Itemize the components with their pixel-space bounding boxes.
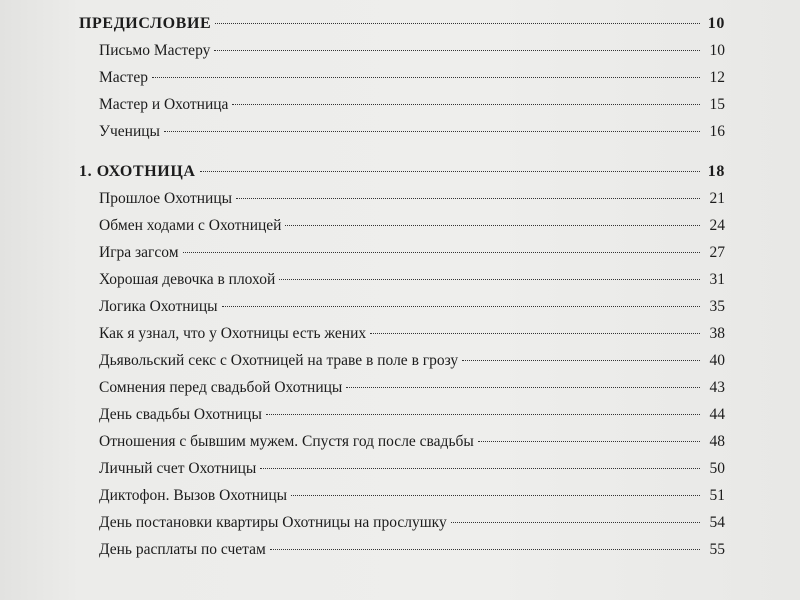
toc-entry-label: Личный счет Охотницы bbox=[99, 460, 257, 477]
toc-entry-page: 10 bbox=[707, 15, 725, 32]
dot-leader bbox=[214, 50, 700, 51]
toc-entry-page: 18 bbox=[707, 163, 725, 180]
toc-entry-page: 38 bbox=[709, 325, 725, 342]
toc-entry-page: 35 bbox=[709, 298, 725, 315]
dot-leader bbox=[222, 306, 700, 307]
dot-leader bbox=[291, 495, 700, 496]
table-of-contents bbox=[79, 10, 725, 563]
toc-entry-page: 24 bbox=[709, 217, 725, 234]
dot-leader bbox=[183, 252, 700, 253]
dot-leader bbox=[285, 225, 700, 226]
toc-entry bbox=[79, 239, 725, 266]
toc-entry bbox=[79, 374, 725, 401]
dot-leader bbox=[164, 131, 700, 132]
dot-leader bbox=[270, 549, 700, 550]
toc-entry bbox=[79, 428, 725, 455]
toc-entry-page: 40 bbox=[709, 352, 725, 369]
toc-entry-label: Письмо Мастеру bbox=[99, 42, 211, 59]
toc-entry bbox=[79, 347, 725, 374]
toc-entry-label: Отношения с бывшим мужем. Спустя год после свадьбы bbox=[99, 433, 474, 450]
toc-entry bbox=[79, 401, 725, 428]
toc-entry-label: Ученицы bbox=[99, 123, 160, 140]
toc-entry-label: 1. ОХОТНИЦА bbox=[79, 163, 196, 180]
toc-entry bbox=[79, 37, 725, 64]
dot-leader bbox=[462, 360, 700, 361]
toc-entry bbox=[79, 266, 725, 293]
toc-entry-page: 50 bbox=[709, 460, 725, 477]
toc-entry-label: День свадьбы Охотницы bbox=[99, 406, 262, 423]
toc-entry-label: Игра загсом bbox=[99, 244, 179, 261]
toc-entry bbox=[79, 185, 725, 212]
toc-entry-preface bbox=[79, 10, 725, 37]
toc-entry-page: 15 bbox=[709, 96, 725, 113]
toc-entry-label: Прошлое Охотницы bbox=[99, 190, 233, 207]
dot-leader bbox=[266, 414, 700, 415]
toc-entry-page: 51 bbox=[709, 487, 725, 504]
toc-entry-page: 21 bbox=[709, 190, 725, 207]
toc-entry-label: Хорошая девочка в плохой bbox=[99, 271, 276, 288]
toc-entry-label: Мастер bbox=[99, 69, 148, 86]
toc-entry-label: День постановки квартиры Охотницы на прослушку bbox=[99, 514, 447, 531]
toc-entry-chapter-1 bbox=[79, 158, 725, 185]
toc-entry-label: Мастер и Охотница bbox=[99, 96, 229, 113]
dot-leader bbox=[451, 522, 700, 523]
toc-entry-label: Как я узнал, что у Охотницы есть жених bbox=[99, 325, 367, 342]
dot-leader bbox=[232, 104, 700, 105]
dot-leader bbox=[152, 77, 700, 78]
toc-entry bbox=[79, 91, 725, 118]
toc-entry bbox=[79, 536, 725, 563]
dot-leader bbox=[200, 171, 700, 172]
toc-entry-page: 55 bbox=[709, 541, 725, 558]
dot-leader bbox=[215, 23, 700, 24]
dot-leader bbox=[279, 279, 700, 280]
dot-leader bbox=[370, 333, 700, 334]
toc-entry-label: Обмен ходами с Охотницей bbox=[99, 217, 282, 234]
toc-entry-page: 44 bbox=[709, 406, 725, 423]
dot-leader bbox=[236, 198, 700, 199]
toc-entry-label: Сомнения перед свадьбой Охотницы bbox=[99, 379, 343, 396]
toc-entry bbox=[79, 64, 725, 91]
toc-entry bbox=[79, 293, 725, 320]
dot-leader bbox=[260, 468, 700, 469]
toc-entry-page: 16 bbox=[709, 123, 725, 140]
toc-entry-label: Диктофон. Вызов Охотницы bbox=[99, 487, 288, 504]
toc-entry-page: 12 bbox=[709, 69, 725, 86]
toc-entry-page: 10 bbox=[709, 42, 725, 59]
toc-entry bbox=[79, 212, 725, 239]
dot-leader bbox=[478, 441, 700, 442]
toc-entry-page: 48 bbox=[709, 433, 725, 450]
toc-entry-label: Логика Охотницы bbox=[99, 298, 218, 315]
toc-entry bbox=[79, 509, 725, 536]
toc-entry bbox=[79, 118, 725, 145]
toc-entry-label: ПРЕДИСЛОВИЕ bbox=[79, 15, 212, 32]
toc-entry-page: 43 bbox=[709, 379, 725, 396]
toc-entry bbox=[79, 320, 725, 347]
toc-entry-page: 27 bbox=[709, 244, 725, 261]
toc-entry bbox=[79, 455, 725, 482]
toc-entry bbox=[79, 482, 725, 509]
toc-entry-page: 31 bbox=[709, 271, 725, 288]
toc-entry-page: 54 bbox=[709, 514, 725, 531]
toc-entry-label: День расплаты по счетам bbox=[99, 541, 266, 558]
toc-entry-label: Дьявольский секс с Охотницей на траве в поле в грозу bbox=[99, 352, 459, 369]
dot-leader bbox=[346, 387, 700, 388]
